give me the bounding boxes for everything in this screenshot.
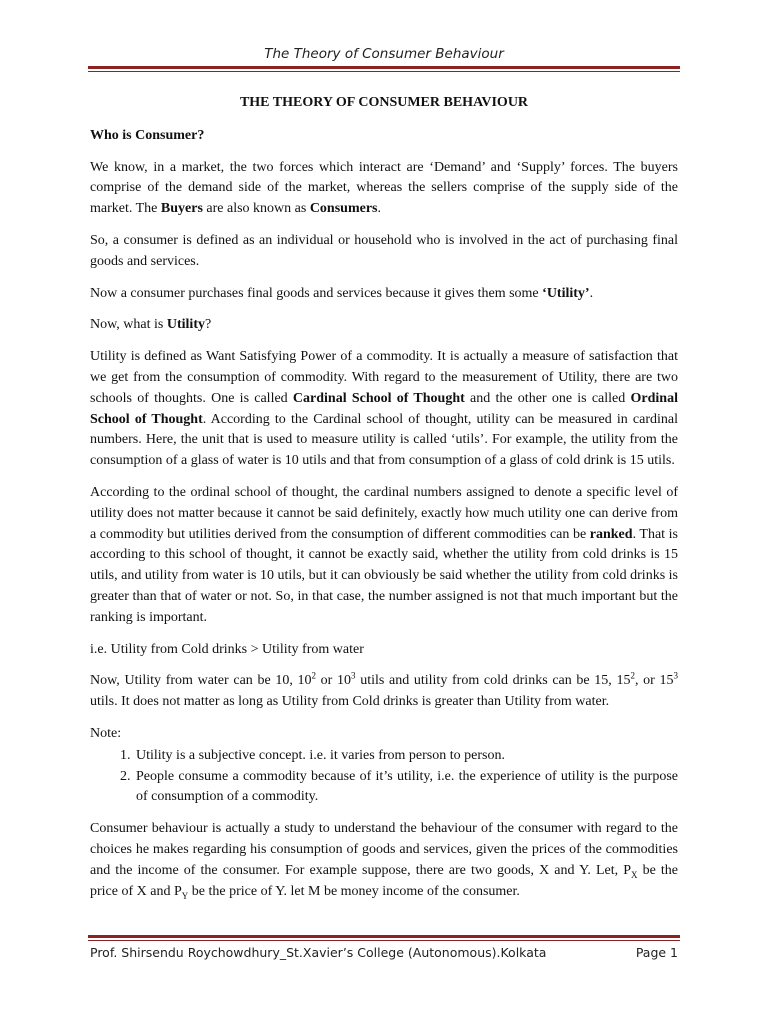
text: . That is according to this school of thought, it cannot be exactly said, whether the utility from cold drinks is 15 utils, and utility from water is 10 utils, but it can obviously be said whether the utility from cold drinks is greater than that of water or not. So, in that case, the number assigned is not that much important but the ranking is important. bbox=[90, 526, 678, 625]
text: According to the ordinal school of thought, the cardinal numbers assigned to denote a specific level of utility does not matter because it cannot be said definitely, exactly how much utility one can derive from a commodity but utilities derived from the consumption of different commodities can be bbox=[90, 484, 678, 542]
text: be the price of X and P bbox=[90, 862, 678, 899]
text: Now, Utility from water can be 10, 10 bbox=[90, 673, 312, 689]
footer-rule-thin bbox=[88, 940, 680, 941]
text: We know, in a market, the two forces which interact are ‘Demand’ and ‘Supply’ forces. The buyers comprise of the demand side of the market, whereas the sellers comprise of the supply side of the market. The bbox=[90, 159, 678, 217]
bold-term: ranked bbox=[589, 526, 633, 542]
text: are also known as bbox=[202, 201, 310, 217]
list-item: 2. People consume a commodity because of it’s utility, i.e. the experience of utility is the purpose of consumption of a commodity. bbox=[134, 767, 678, 809]
text: utils and utility from cold drinks can be 15, 15 bbox=[355, 673, 631, 689]
superscript: 3 bbox=[351, 670, 356, 681]
bold-term: Cardinal School of Thought bbox=[292, 390, 465, 406]
paragraph-utility-intro bbox=[90, 284, 678, 305]
page-number: Page 1 bbox=[635, 945, 678, 960]
text: . bbox=[377, 201, 381, 217]
text: ? bbox=[204, 317, 212, 333]
text: or 10 bbox=[316, 673, 352, 689]
list-item: 1. Utility is a subjective concept. i.e. it varies from person to person. bbox=[134, 746, 678, 767]
paragraph-market-forces bbox=[90, 158, 678, 220]
running-header: The Theory of Consumer Behaviour bbox=[264, 46, 504, 62]
bold-term: Ordinal School of Thought bbox=[90, 390, 678, 427]
text: Utility is defined as Want Satisfying Power of a commodity. It is actually a measure of satisfaction that we get from the consumption of commodity. With regard to the measurement of Utility, there are two schools of thoughts. One is called bbox=[90, 349, 678, 406]
bold-term: Consumers bbox=[309, 201, 378, 217]
section-heading: Who is Consumer? bbox=[90, 127, 205, 143]
text: , or 15 bbox=[634, 673, 674, 689]
page-footer bbox=[90, 945, 678, 960]
text: Consumer behaviour is actually a study to understand the behaviour of the consumer with regard to the choices he makes regarding his consumption of goods and services, given the prices of the commodities and the income of the consumer. For example suppose, there are two goods, X and Y. Let, P bbox=[90, 821, 678, 878]
bold-term: Buyers bbox=[160, 201, 203, 217]
text: . bbox=[589, 285, 594, 301]
note-label: Note: bbox=[90, 725, 122, 741]
header-rule-thick bbox=[88, 66, 680, 69]
paragraph-utils-values bbox=[90, 671, 678, 713]
text: . According to the Cardinal school of thought, utility can be measured in cardinal numbers. Here, the unit that is used to measure utility is called ‘utils’. For example, the utility from the consumption of a glass of water is 10 utils and that from consumption of a glass of cold drink is 15 utils. bbox=[90, 411, 678, 469]
document-title: THE THEORY OF CONSUMER BEHAVIOUR bbox=[239, 95, 529, 110]
subscript: X bbox=[631, 869, 638, 880]
footer-author: Prof. Shirsendu Roychowdhury_St.Xavier’s College (Autonomous).Kolkata bbox=[90, 945, 547, 960]
header-rule-thin bbox=[88, 71, 680, 72]
notes-list bbox=[90, 746, 678, 808]
text: be the price of Y. let M be money income of the consumer. bbox=[188, 883, 520, 899]
bold-term: Utility bbox=[166, 317, 205, 333]
superscript: 2 bbox=[630, 670, 635, 681]
superscript: 3 bbox=[673, 670, 678, 681]
subscript: Y bbox=[181, 890, 189, 901]
footer-rule-thick bbox=[88, 935, 680, 938]
superscript: 2 bbox=[311, 670, 317, 681]
paragraph-utility-definition bbox=[90, 347, 678, 472]
text: Now a consumer purchases final goods and services because it gives them some bbox=[90, 285, 543, 301]
paragraph-what-is-utility bbox=[90, 315, 678, 336]
paragraph-consumer-behaviour bbox=[90, 819, 678, 902]
paragraph-ranking-example: i.e. Utility from Cold drinks > Utility from water bbox=[90, 641, 364, 657]
page-body bbox=[90, 93, 678, 913]
text: utils. It does not matter as long as Utility from Cold drinks is greater than Utility from water. bbox=[90, 694, 610, 710]
text: Now, what is bbox=[90, 317, 167, 333]
paragraph-ordinal-school bbox=[90, 483, 678, 629]
text: and the other one is called bbox=[464, 390, 631, 406]
paragraph-consumer-definition: So, a consumer is defined as an individual or household who is involved in the act of purchasing final goods and services. bbox=[90, 232, 678, 269]
bold-term: ‘Utility’ bbox=[542, 285, 590, 301]
